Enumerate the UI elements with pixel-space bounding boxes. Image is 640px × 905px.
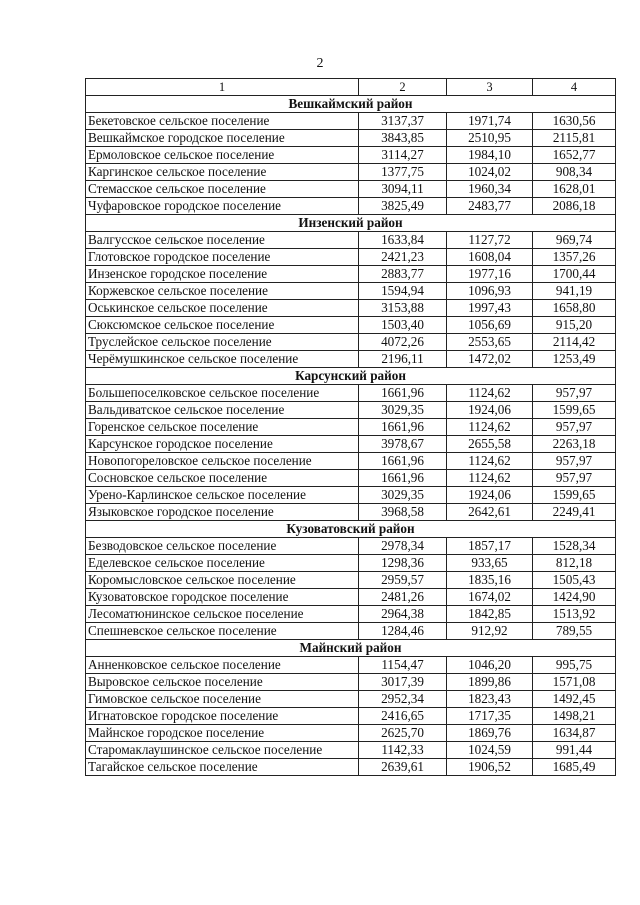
district-header-row [86, 521, 616, 538]
column-number-row [86, 79, 616, 96]
table-row [86, 130, 616, 147]
settlement-name: Горенское сельское поселение [86, 419, 359, 436]
value-col-3: 1984,10 [447, 147, 533, 164]
value-col-2: 1154,47 [359, 657, 447, 674]
table-row [86, 538, 616, 555]
settlement-name: Урено-Карлинское сельское поселение [86, 487, 359, 504]
value-col-4: 812,18 [533, 555, 616, 572]
settlement-name: Стемасское сельское поселение [86, 181, 359, 198]
value-col-2: 2481,26 [359, 589, 447, 606]
value-col-2: 2625,70 [359, 725, 447, 742]
value-col-2: 1594,94 [359, 283, 447, 300]
value-col-2: 1377,75 [359, 164, 447, 181]
value-col-4: 2249,41 [533, 504, 616, 521]
value-col-3: 1842,85 [447, 606, 533, 623]
settlement-name: Гимовское сельское поселение [86, 691, 359, 708]
table-row [86, 164, 616, 181]
value-col-4: 2263,18 [533, 436, 616, 453]
value-col-3: 2642,61 [447, 504, 533, 521]
value-col-4: 1357,26 [533, 249, 616, 266]
settlement-name: Бекетовское сельское поселение [86, 113, 359, 130]
value-col-4: 1652,77 [533, 147, 616, 164]
value-col-3: 1924,06 [447, 402, 533, 419]
value-col-3: 1960,34 [447, 181, 533, 198]
value-col-3: 1717,35 [447, 708, 533, 725]
page-number: 2 [316, 56, 324, 71]
table-row [86, 504, 616, 521]
value-col-4: 1513,92 [533, 606, 616, 623]
value-col-3: 1869,76 [447, 725, 533, 742]
settlement-name: Каргинское сельское поселение [86, 164, 359, 181]
value-col-3: 1124,62 [447, 419, 533, 436]
value-col-2: 3017,39 [359, 674, 447, 691]
table-row [86, 266, 616, 283]
value-col-3: 1608,04 [447, 249, 533, 266]
table-row [86, 691, 616, 708]
table-row [86, 589, 616, 606]
value-col-3: 912,92 [447, 623, 533, 640]
value-col-3: 1024,02 [447, 164, 533, 181]
value-col-2: 3153,88 [359, 300, 447, 317]
settlement-name: Лесоматюнинское сельское поселение [86, 606, 359, 623]
value-col-3: 1857,17 [447, 538, 533, 555]
table-row [86, 742, 616, 759]
value-col-3: 1899,86 [447, 674, 533, 691]
district-header-row [86, 96, 616, 113]
value-col-4: 969,74 [533, 232, 616, 249]
value-col-2: 1661,96 [359, 385, 447, 402]
table-row [86, 487, 616, 504]
value-col-2: 1661,96 [359, 453, 447, 470]
column-header: 3 [447, 79, 533, 96]
settlement-name: Еделевское сельское поселение [86, 555, 359, 572]
value-col-2: 3029,35 [359, 402, 447, 419]
value-col-4: 1628,01 [533, 181, 616, 198]
settlement-name: Языковское городское поселение [86, 504, 359, 521]
table-row [86, 606, 616, 623]
table-row [86, 113, 616, 130]
table-row [86, 317, 616, 334]
settlement-name: Сосновское сельское поселение [86, 470, 359, 487]
table-row [86, 300, 616, 317]
value-col-3: 1096,93 [447, 283, 533, 300]
value-col-2: 2978,34 [359, 538, 447, 555]
value-col-2: 3094,11 [359, 181, 447, 198]
settlement-name: Сюксюмское сельское поселение [86, 317, 359, 334]
settlement-name: Оськинское сельское поселение [86, 300, 359, 317]
value-col-4: 2115,81 [533, 130, 616, 147]
value-col-3: 2655,58 [447, 436, 533, 453]
table-row [86, 453, 616, 470]
value-col-3: 2483,77 [447, 198, 533, 215]
settlement-name: Труслейское сельское поселение [86, 334, 359, 351]
value-col-2: 3029,35 [359, 487, 447, 504]
settlement-name: Майнское городское поселение [86, 725, 359, 742]
settlement-name: Карсунское городское поселение [86, 436, 359, 453]
value-col-3: 1674,02 [447, 589, 533, 606]
district-header-row [86, 640, 616, 657]
table-row [86, 470, 616, 487]
value-col-2: 3843,85 [359, 130, 447, 147]
value-col-4: 957,97 [533, 453, 616, 470]
value-col-4: 1599,65 [533, 487, 616, 504]
value-col-2: 3978,67 [359, 436, 447, 453]
value-col-2: 1142,33 [359, 742, 447, 759]
settlement-name: Спешневское сельское поселение [86, 623, 359, 640]
value-col-4: 957,97 [533, 470, 616, 487]
settlement-name: Валгусское сельское поселение [86, 232, 359, 249]
value-col-4: 1658,80 [533, 300, 616, 317]
settlement-name: Анненковское сельское поселение [86, 657, 359, 674]
value-col-4: 2114,42 [533, 334, 616, 351]
value-col-4: 1571,08 [533, 674, 616, 691]
table-row [86, 351, 616, 368]
column-header: 1 [86, 79, 359, 96]
value-col-3: 1056,69 [447, 317, 533, 334]
value-col-2: 2959,57 [359, 572, 447, 589]
value-col-4: 1498,21 [533, 708, 616, 725]
district-header-row [86, 368, 616, 385]
value-col-2: 1661,96 [359, 470, 447, 487]
table-row [86, 419, 616, 436]
value-col-3: 1046,20 [447, 657, 533, 674]
value-col-3: 1823,43 [447, 691, 533, 708]
value-col-4: 789,55 [533, 623, 616, 640]
settlement-name: Старомаклаушинское сельское поселение [86, 742, 359, 759]
column-header: 2 [359, 79, 447, 96]
value-col-3: 1924,06 [447, 487, 533, 504]
table-row [86, 249, 616, 266]
value-col-4: 1424,90 [533, 589, 616, 606]
value-col-4: 1528,34 [533, 538, 616, 555]
table-row [86, 232, 616, 249]
table-row [86, 725, 616, 742]
value-col-2: 2639,61 [359, 759, 447, 776]
value-col-4: 991,44 [533, 742, 616, 759]
value-col-4: 941,19 [533, 283, 616, 300]
settlement-name: Инзенское городское поселение [86, 266, 359, 283]
value-col-2: 1284,46 [359, 623, 447, 640]
value-col-3: 1127,72 [447, 232, 533, 249]
table-row [86, 674, 616, 691]
value-col-4: 957,97 [533, 385, 616, 402]
value-col-4: 1634,87 [533, 725, 616, 742]
value-col-4: 995,75 [533, 657, 616, 674]
settlement-name: Игнатовское городское поселение [86, 708, 359, 725]
value-col-2: 3968,58 [359, 504, 447, 521]
settlement-name: Коржевское сельское поселение [86, 283, 359, 300]
table-row [86, 334, 616, 351]
table-row [86, 181, 616, 198]
value-col-2: 2196,11 [359, 351, 447, 368]
table-row [86, 759, 616, 776]
district-header-row [86, 215, 616, 232]
value-col-3: 2510,95 [447, 130, 533, 147]
value-col-4: 1492,45 [533, 691, 616, 708]
settlement-name: Кузоватовское городское поселение [86, 589, 359, 606]
value-col-4: 908,34 [533, 164, 616, 181]
value-col-2: 4072,26 [359, 334, 447, 351]
district-title: Кузоватовский район [86, 521, 616, 538]
table-row [86, 147, 616, 164]
value-col-2: 2883,77 [359, 266, 447, 283]
value-col-2: 3114,27 [359, 147, 447, 164]
table-row [86, 283, 616, 300]
settlement-name: Новопогореловское сельское поселение [86, 453, 359, 470]
table-row [86, 623, 616, 640]
settlement-name: Вешкаймское городское поселение [86, 130, 359, 147]
settlement-name: Коромысловское сельское поселение [86, 572, 359, 589]
table-body [86, 79, 616, 776]
district-title: Вешкаймский район [86, 96, 616, 113]
settlement-name: Чуфаровское городское поселение [86, 198, 359, 215]
settlement-name: Выровское сельское поселение [86, 674, 359, 691]
value-col-2: 1661,96 [359, 419, 447, 436]
table-row [86, 708, 616, 725]
value-col-4: 1685,49 [533, 759, 616, 776]
value-col-3: 1124,62 [447, 470, 533, 487]
value-col-2: 2952,34 [359, 691, 447, 708]
value-col-2: 1503,40 [359, 317, 447, 334]
value-col-3: 1024,59 [447, 742, 533, 759]
value-col-2: 2416,65 [359, 708, 447, 725]
table-row [86, 198, 616, 215]
value-col-2: 2964,38 [359, 606, 447, 623]
settlement-name: Черёмушкинское сельское поселение [86, 351, 359, 368]
settlement-name: Тагайское сельское поселение [86, 759, 359, 776]
settlement-name: Ермоловское сельское поселение [86, 147, 359, 164]
value-col-4: 1599,65 [533, 402, 616, 419]
settlement-name: Безводовское сельское поселение [86, 538, 359, 555]
value-col-3: 1835,16 [447, 572, 533, 589]
table-row [86, 436, 616, 453]
value-col-3: 1124,62 [447, 453, 533, 470]
value-col-2: 1298,36 [359, 555, 447, 572]
table-row [86, 657, 616, 674]
value-col-4: 1630,56 [533, 113, 616, 130]
table-row [86, 402, 616, 419]
value-col-2: 1633,84 [359, 232, 447, 249]
value-col-3: 933,65 [447, 555, 533, 572]
settlement-name: Глотовское городское поселение [86, 249, 359, 266]
settlements-table [85, 78, 616, 776]
value-col-2: 3825,49 [359, 198, 447, 215]
value-col-4: 1700,44 [533, 266, 616, 283]
value-col-3: 1997,43 [447, 300, 533, 317]
value-col-3: 1472,02 [447, 351, 533, 368]
value-col-4: 1505,43 [533, 572, 616, 589]
table-row [86, 385, 616, 402]
column-header: 4 [533, 79, 616, 96]
value-col-3: 1906,52 [447, 759, 533, 776]
value-col-4: 957,97 [533, 419, 616, 436]
value-col-3: 1977,16 [447, 266, 533, 283]
district-title: Инзенский район [86, 215, 616, 232]
value-col-4: 1253,49 [533, 351, 616, 368]
value-col-3: 1124,62 [447, 385, 533, 402]
table-row [86, 555, 616, 572]
value-col-4: 2086,18 [533, 198, 616, 215]
value-col-2: 3137,37 [359, 113, 447, 130]
settlement-name: Вальдиватское сельское поселение [86, 402, 359, 419]
district-title: Майнский район [86, 640, 616, 657]
table-row [86, 572, 616, 589]
value-col-4: 915,20 [533, 317, 616, 334]
value-col-2: 2421,23 [359, 249, 447, 266]
district-title: Карсунский район [86, 368, 616, 385]
value-col-3: 2553,65 [447, 334, 533, 351]
settlement-name: Большепоселковское сельское поселение [86, 385, 359, 402]
value-col-3: 1971,74 [447, 113, 533, 130]
